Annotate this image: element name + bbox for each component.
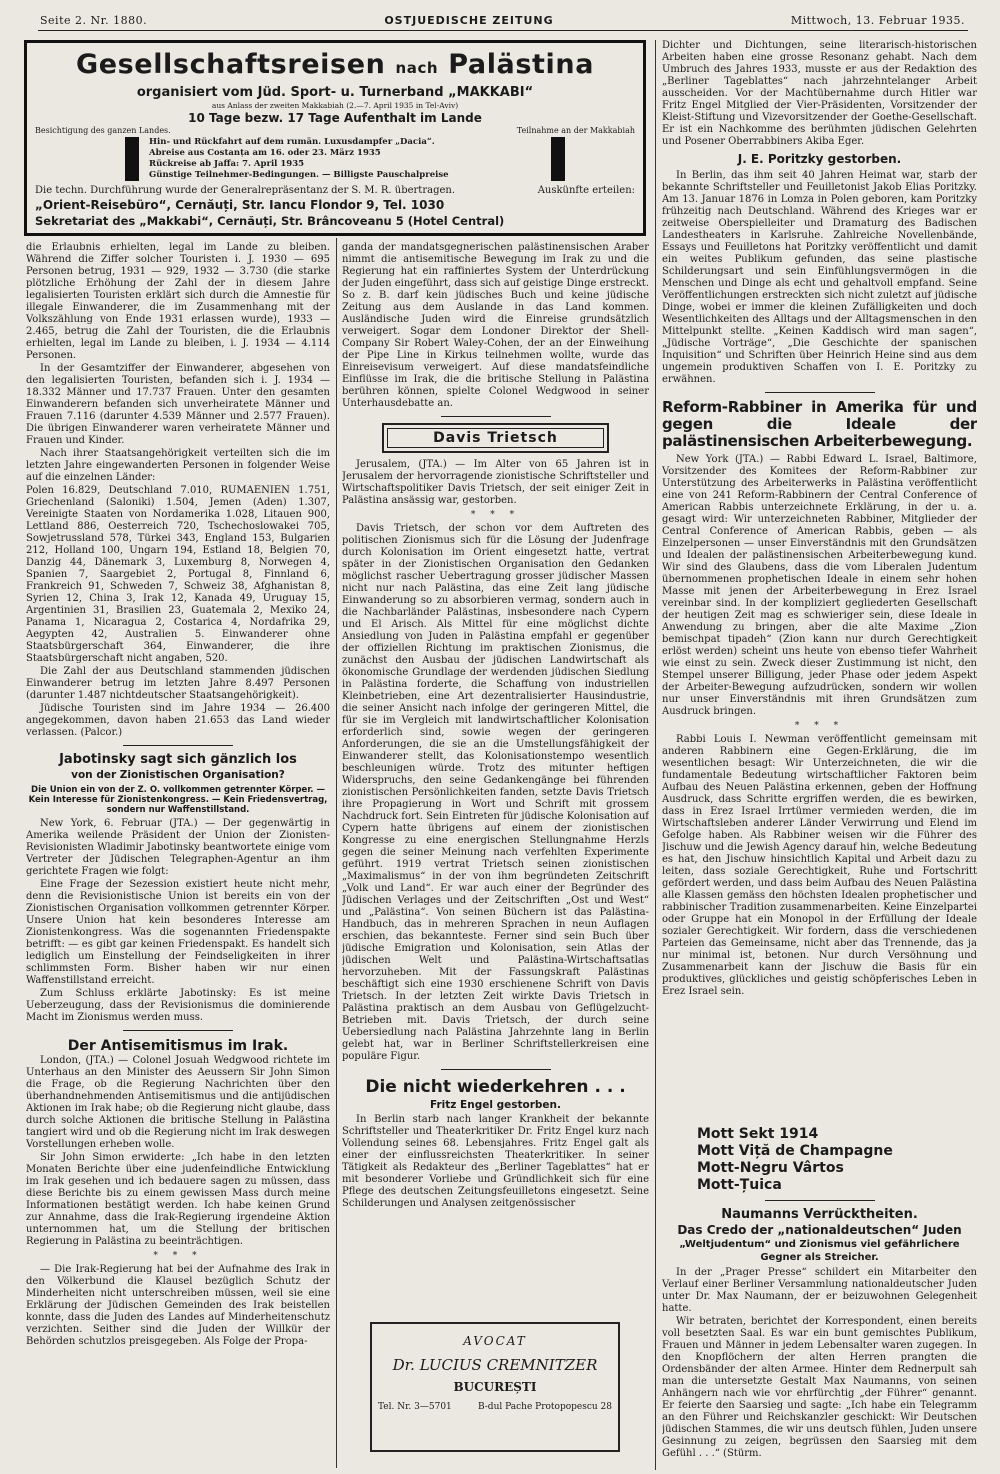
- engel-continued: Dichter und Dichtungen, seine literarisch-historischen Arbeiten haben eine grosse Resonanz gehabt. Nach dem Umbruch des Jahres 1933, musste er aus der Redaktion des „Berliner Tageblattes“ nach jahrzehntelanger Arbeit ausscheiden. Vor der Machtübernahme durch Hitler war Fritz Engel Mitglied der Vier-Präsidenten, Vorsitzender der Kleist-Stiftung und Vizevorsitzender der Goethe-Gesellschaft. Er ist ein Nachkomme des berühmten jüdischen Gelehrten und Posener Oberrabbiners Akiba Eger.: [662, 40, 977, 147]
- tourist-paragraph-1: die Erlaubnis erhielten, legal im Lande zu bleiben. Während die Ziffer solcher Touristen i. J. 1930 — 695 Personen betrug, 1931 — 929, 1932 — 3.730 (die starke plötzliche Erhöhung der Zahl der in diesem Jahre legalisierten Touristen erklärt sich durch die Amnestie für illegale Einwanderer, die im Zusammenhang mit der Volkszählung von Ende 1931 erlassen wurde), 1933 — 2.465, betrug die Zahl der Touristen, die die Erlaubnis erhielten, legal im Lande zu bleiben, i. J. 1934 — 4.114 Personen.: [26, 242, 330, 361]
- ad-title-part: Gesellschaftsreisen: [75, 49, 386, 80]
- naumann-paragraph-2: Wir betraten, berichtet der Korrespondent, einen bereits voll besetzten Saal. Es war ein bunt gemischtes Publikum, Frauen und Männer in jedem Lebensalter waren zugegen. In den Knopflöchern der alten Herren prangten die Ordensbänder der alten Armee. Hinter dem Rednerpult sah man die untersetzte Gestalt Max Naumanns, von seinen Anhängern nach wie vor ehrfürchtig „der Führer“ genannt. Er feierte den Saarsieg und sagte: „Ich habe ein Telegramm an den Führer und Reichskanzler geschickt: Wir Deutschen jüdischen Stammes, die wir uns deutsch fühlen, Juden unsere Gesinnung zu zeigen, begrüssen den Saarsieg mit dem Gefühl . . .“ (Stürm.: [662, 1316, 977, 1459]
- ad-occasion: aus Anlass der zweiten Makkabiah (2.—7. April 1935 in Tel-Aviv): [211, 101, 459, 110]
- wine-advertisement: [697, 1126, 897, 1194]
- article-separator: [441, 416, 551, 417]
- rabbiner-paragraph-1: New York (JTA.) — Rabbi Edward L. Israel, Baltimore, Vorsitzender des Komitees der Reform-Rabbiner zur Unterstützung des Arbeiterwerks in Palästina veröffentlicht eine von 241 Reform-Rabbinern der Central Conference of American Rabbis unterzeichnete Erklärung, in der u. a. gesagt wird: Wir unterzeichneten Rabbiner, Mitglieder der Central Conference of American Rabbis, geben — als Einzelpersonen — unser Einverständnis mit den Grundsätzen und Idealen der palästinensischen Arbeiterbewegung kund. Wir sind des Glaubens, dass die vom Liberalen Judentum übernommenen prophetischen Ideale in einem sehr hohen Masse mit jenen der Arbeiterbewegung in Erez Israel vereinbar sind. In der kompliziert gegliederten Gesellschaft der heutigen Zeit mag es schwieriger sein, diese Ideale in Anwendung zu bringen, aber die alte Maxime „Zion bemischpat tipadeh“ (Zion kann nur durch Gerechtigkeit erlöst werden) scheint uns heute von ebenso tiefer Wahrheit wie einst zu sein. Zweck dieser Zustimmung ist nicht, den Stempel unserer Billigung, jeder Phase oder jedem Aspekt der Arbeiter-Bewegung aufzudrücken, sondern wir wollen nur unser Einverständnis mit ihren Grundsätzen zum Ausdruck bringen.: [662, 454, 977, 717]
- ad-line-3: Rückreise ab Jaffa: 7. April 1935: [149, 159, 305, 169]
- naumann-subtitle-1: Das Credo der „nationaldeutschen“ Juden: [677, 1223, 962, 1237]
- naumann-paragraph-1: In der „Prager Presse“ schildert ein Mitarbeiter den Verlauf einer Berliner Versammlung nationaldeutscher Juden unter Dr. Max Naumann, der er beizuwohnen Gelegenheit hatte.: [662, 1267, 977, 1314]
- column-1: [26, 242, 330, 1468]
- column-2: [342, 242, 649, 1316]
- column-3: [662, 40, 977, 1120]
- avocat-address: B-dul Pache Protopopescu 28: [477, 1402, 612, 1412]
- column-divider-1: [336, 238, 337, 1468]
- poritzky-paragraph: In Berlin, das ihm seit 40 Jahren Heimat war, starb der bekannte Schriftsteller und Feuilletonist Jakob Elias Poritzky. Am 13. Januar 1876 in Lomza in Polen geboren, kam Poritzky frühzeitig nach Deutschland. Während des Krieges war er zeitweise Oberspielleiter und Dramaturg des Badischen Landestheaters in Karlsruhe. Zahlreiche Novellenbände, Essays und Feuilletons hat Poritzky veröffentlicht und damit ein weites Publikum gefunden, das seine plastische Schilderungsart und sein Einfühlungsvermögen in die Menschen und Dinge als echt und gehaltvoll empfand. Seine Veröffentlichungen erstreckten sich nicht zuletzt auf jüdische Dinge, wobei er immer die kleinen Zufälligkeiten und doch Wesentlichkeiten des Alltags und der Alltagsmenschen in den Mittelpunkt stellte. „Keinen Kaddisch wird man sagen“, „Jüdische Vorträge“, „Die Geschichte der spanischen Inquisition“ und Schriften über Heinrich Heine sind aus dem ungemein produktiven Schaffen von I. E. Poritzky zu erwähnen.: [662, 170, 977, 385]
- page-header: [40, 8, 965, 32]
- ad-line-1: Hin- und Rückfahrt auf dem rumän. Luxusdampfer „Dacia“.: [149, 137, 435, 147]
- section-stars: * * *: [470, 510, 521, 520]
- trietsch-paragraph-2: Davis Trietsch, der schon vor dem Auftreten des politischen Zionismus sich für die Lösung der Judenfrage durch Kolonisation im Orient eingesetzt hatte, vertrat später in der Zionistischen Organisation den Gedanken möglichst rascher Uebertragung grosser jüdischer Massen nicht nur nach Palästina, das eine Zeit lang jüdische Einwanderung so zu absorbieren vermag, sondern auch in die Nachbarländer Palästinas, insbesondere nach Cypern und El Arisch. Als Mittel für eine möglichst dichte Ansiedlung von Juden in Palästina empfahl er gegenüber der offiziellen Richtung im praktischen Zionismus, die zunächst den Ausbau der jüdischen Landwirtschaft als ökonomische Grundlage der werdenden jüdischen Siedlung in Palästina forderte, die Schaffung von industriellen Kleinbetrieben, eine Art dezentralisierter Hausindustrie, die seiner Ansicht nach infolge der geringeren Mittel, die für sie im Vergleich mit landwirtschaftlicher Kolonisation erforderlich sind, sowie wegen der geringeren Anforderungen, die sie an die Umstellungsfähigkeit der Einwanderer stellt, das Kolonisationstempo wesentlich beschleunigen würde. Trotz des mitunter heftigen Widerspruchs, den seine Gedankengänge bei führenden zionistischen Persönlichkeiten fanden, setzte Davis Trietsch ihre Propagierung in Wort und Schrift mit grossem Nachdruck fort. Sein Eintreten für jüdische Kolonisation auf Cypern hatte übrigens auf einem der zionistischen Kongresse zu eine energischen Stellungnahme Herzls gegen die seiner Meinung nach verfehlten Experimente geführt. 1919 vertrat Trietsch seinen zionistischen „Maximalismus“ in der von ihm begründeten Zeitschrift „Volk und Land“. Er war auch einer der Begründer des Jüdischen Verlages und der Zeitschriften „Ost und West“ und „Palästina“. Von seinen Büchern ist das Palästina-Handbuch, das in mehreren Sprachen in neun Auflagen erschien, das bekannteste. Ferner sind sein Buch über jüdische Emigration und Kolonisation, sein Atlas der jüdischen Welt und Palästina-Wirtschaftsatlas hervorzuheben. Mit der Fassungskraft Palästinas beschäftigt sich eine 1930 erschienene Schrift von Davis Trietsch. In der letzten Zeit wirkte Davis Trietsch in Palästina praktisch an dem Ausbau von Geflügelzucht-Betrieben mit. Davis Trietsch, der durch seine Uebersiedlung nach Palästina Jahrzehnte lang in Berlin gelebt hat, war in Berliner Schriftstellerkreisen eine populäre Figur.: [342, 523, 649, 1062]
- ad-tech: Die techn. Durchführung wurde der Generalrepräsentanz der S. M. R. übertragen.: [35, 185, 456, 196]
- ad-office-1: „Orient-Reisebüro“, Cernăuți, Str. Iancu Flondor 9, Tel. 1030: [35, 198, 445, 212]
- ad-headline: [35, 49, 635, 84]
- header-left: Seite 2. Nr. 1880.: [40, 13, 148, 27]
- ad-title-palestine: Palästina: [448, 49, 595, 80]
- ad-left-note: Besichtigung des ganzen Landes.: [35, 126, 171, 135]
- irak-paragraph-3: — Die Irak-Regierung hat bei der Aufnahme des Irak in den Völkerbund die Klausel bezüglich Schutz der Minderheiten nicht unterschreiben müssen, weil sie eine Erklärung der Jüdischen Gemeinden des Irak beistellen konnte, dass die Juden des Landes auf Minderheitenschutz verzichten. Seither sind die Juden der Willkür der Behörden schutzlos preisgegeben. Als Folge der Propa-: [26, 1264, 330, 1347]
- ad-info: Auskünfte erteilen:: [537, 185, 635, 196]
- header-rule: [38, 30, 968, 31]
- jabotinsky-paragraph-1: New York, 6. Februar (JTA.) — Der gegenwärtig in Amerika weilende Präsident der Union der Zionisten-Revisionisten Wladimir Jabotinsky beantwortete einige vom Vertreter der Jüdischen Telegraphen-Agentur an ihm gerichtete Fragen wie folgt:: [26, 818, 330, 877]
- section-stars: * * *: [153, 1251, 203, 1261]
- obituary-subtitle: Fritz Engel gestorben.: [429, 1099, 561, 1111]
- irak-title: Der Antisemitismus im Irak.: [67, 1038, 289, 1054]
- wine-line-3: Mott-Negru Vârtos: [697, 1160, 844, 1176]
- tourist-paragraph-6: Jüdische Touristen sind im Jahre 1934 — 26.400 angegekommen, davon haben 21.653 das Land wieder verlassen. (Palcor.): [26, 703, 330, 738]
- tourist-paragraph-2: In der Gesamtziffer der Einwanderer, abgesehen von den legalisierten Touristen, befanden sich i. J. 1934 — 18.332 Männer und 17.737 Frauen. Unter den gesamten Einwanderern befanden sich unverheiratete Männer und Frauen 7.116 (darunter 4.539 Männer und 2.577 Frauen). Die übrigen Einwanderer waren verheiratete Männer und Frauen und Kinder.: [26, 363, 330, 446]
- irak-paragraph-2: Sir John Simon erwiderte: „Ich habe in den letzten Monaten Berichte über eine judenfeindliche Entwicklung im Irak gesehen und ich bedauere sagen zu müssen, dass diese Berichte bis zu einem gewissen Mass durch meine Informationen bestätigt werden. Ich habe keinen Grund zur Annahme, dass die Irak-Regierung irgendeine Aktion unternommen hat, um die Stellung der britischen Regierung in Palästina zu beeinträchtigen.: [26, 1152, 330, 1247]
- rabbiner-title: Reform-Rabbiner in Amerika für und gegen die Ideale der palästinensischen Arbeiterbewegung.: [662, 398, 977, 450]
- naumann-subtitle-2: „Weltjudentum“ und Zionismus viel gefährlichere Gegner als Streicher.: [679, 1239, 960, 1263]
- avocat-name: Dr. LUCIUS CREMNITZER: [392, 1356, 598, 1374]
- irak-paragraph-1: London, (JTA.) — Colonel Josuah Wedgwood richtete im Unterhaus an den Minister des Aeussern Sir John Simon die Frage, ob die Regierung Nachrichten über den überhandnehmenden Antisemitismus und die antijüdischen Aktionen im Irak habe; ob die Regierung nicht glaube, dass durch solche Aktionen die britische Stellung in Palästina tangiert wird und ob die Regierung nicht im Irak deswegen Vorstellungen erheben wolle.: [26, 1055, 330, 1150]
- tourist-paragraph-3: Nach ihrer Staatsangehörigkeit verteilten sich die im letzten Jahre eingewanderten Personen in folgender Weise auf die einzelnen Länder:: [26, 448, 330, 483]
- avocat-city: BUCUREȘTI: [453, 1380, 537, 1394]
- article-separator: [441, 1069, 551, 1070]
- tourist-paragraph-5: Die Zahl der aus Deutschland stammenden jüdischen Einwanderer betrug im letzten Jahre 8.497 Personen (darunter 1.487 nichtdeutscher Staatsangehörigkeit).: [26, 666, 330, 701]
- article-separator: [765, 1200, 875, 1201]
- ad-organizer: organisiert vom Jüd. Sport- u. Turnerband „MAKKABI“: [136, 85, 534, 100]
- article-separator: [765, 392, 875, 393]
- avocat-label: AVOCAT: [463, 1334, 527, 1348]
- rabbiner-paragraph-2: Rabbi Louis I. Newman veröffentlicht gemeinsam mit anderen Rabbinern eine Gegen-Erklärung, die im wesentlichen besagt: Wir Unterzeichneten, die wir die fundamentale Bedeutung wirtschaftlicher Faktoren beim Aufbau des Neuen Palästina erkennen, geben der Hoffnung Ausdruck, dass Schritte ergriffen werden, die es bewirken, dass in Erez Israel Irrtümer vermieden werden, die im Wirtschaftsleben anderer Länder Verwirrung und Elend im Gefolge haben. Als Rabbiner weisen wir die Führer des Jischuw und die Jewish Agency darauf hin, welche Bedeutung es hat, den Jischuw hinsichtlich Kapital und Arbeit dazu zu leiten, dass soziale Gerechtigkeit, Ruhe und Fortschritt gefördert werden, und dass beim Aufbau des Neuen Palästina alle Klassen gemäss den höchsten Idealen prophetischer und rabbinischer Tradition zusammenarbeiten. Keine Einzelpartei oder Gruppe hat ein Monopol in der Erfüllung der Ideale sozialer Gerechtigkeit. Wir fordern, dass die verschiedenen Parteien das Gemeinsame, nicht aber das Trennende, das ja nur minimal ist, betonen. Nur durch Versöhnung und Zusammenarbeit kann der Jischuw die Basis für ein produktives, glückliches und geistig schöpferisches Leben in Erez Israel sein.: [662, 734, 977, 997]
- article-separator: [123, 745, 233, 746]
- jabotinsky-lead: Die Union ein von der Z. O. vollkommen getrennter Körper. — Kein Interesse für Zionistenkongress. — Kein Friedensvertrag, sondern nur Waffenstillstand.: [28, 785, 328, 815]
- article-separator: [123, 1030, 233, 1031]
- trietsch-paragraph-1: Jerusalem, (JTA.) — Im Alter von 65 Jahren ist in Jerusalem der hervorragende zionistische Schriftsteller und Wirtschaftspolitiker Davis Trietsch, der seit einiger Zeit in Palästina ansässig war, gestorben.: [342, 459, 649, 506]
- irak-continued: ganda der mandatsgegnerischen palästinensischen Araber nimmt die antisemitische Bewegung im Irak zu und die Regierung hat ein raffiniertes System der Unterdrückung der Juden eingeführt, dass sich auf geistige Dinge erstreckt. So z. B. darf kein jüdisches Buch und keine jüdische Zeitung aus dem Auslande in das Land kommen. Ausländische Juden wird die Einreise grundsätzlich verweigert. Sogar dem Londoner Direktor der Shell-Company Sir Robert Waley-Cohen, der an der Einweihung der Pipe Line in Kirkus teilnehmen wollte, wurde das Einreisevisum verweigert. Auf diese mandatsfeindliche Einflüsse im Irak, die die britische Stellung in Palästina berühren können, spielte Colonel Wedgwood in seiner Unterhausdebatte an.: [342, 242, 649, 409]
- naumann-title: Naumanns Verrücktheiten.: [721, 1207, 918, 1222]
- lawyer-advertisement: [370, 1322, 620, 1452]
- ad-duration: 10 Tage bezw. 17 Tage Aufenthalt im Lande: [188, 111, 482, 125]
- ad-right-bar: [551, 137, 565, 181]
- section-stars: * * *: [794, 721, 845, 731]
- header-center: OSTJUEDISCHE ZEITUNG: [384, 13, 554, 27]
- avocat-phone: Tel. Nr. 3—5701: [378, 1402, 452, 1412]
- ad-details: [35, 137, 635, 181]
- column-divider-2: [655, 40, 656, 1470]
- obituary-title: Die nicht wiederkehren . . .: [365, 1077, 626, 1097]
- ad-line-2: Abreise aus Costanța am 16. oder 23. März 1935: [149, 148, 381, 158]
- jabotinsky-paragraph-3: Zum Schluss erklärte Jabotinsky: Es ist meine Ueberzeugung, dass der Revisionismus die dominierende Macht im Zionismus werden muss.: [26, 988, 330, 1023]
- engel-paragraph: In Berlin starb nach langer Krankheit der bekannte Schriftsteller und Theaterkritiker Dr. Fritz Engel kurz nach Vollendung seines 68. Lebensjahres. Fritz Engel galt als einer der einflussreichsten Theaterkritiker. In seiner Tätigkeit als Redakteur des „Berliner Tageblattes“ hat er mit besonderer Vorliebe und Gründlichkeit sich für eine Pflege des deutschen Zeitungsfeuilletons eingesetzt. Seine Schilderungen und Analysen zeitgenössischer: [342, 1114, 649, 1209]
- poritzky-title: J. E. Poritzky gestorben.: [737, 152, 902, 166]
- wine-line-4: Mott-Țuica: [697, 1177, 782, 1193]
- ad-notes-row: [35, 126, 635, 135]
- ad-tech-row: [35, 185, 635, 197]
- jabotinsky-title: Jabotinsky sagt sich gänzlich los: [59, 752, 297, 767]
- avocat-contact-row: [378, 1402, 612, 1412]
- ad-details-text: [149, 137, 541, 181]
- column-3-bottom: [662, 1200, 977, 1468]
- jabotinsky-paragraph-2: Eine Frage der Sezession existiert heute nicht mehr, denn die Revisionistische Union ist bereits ein von der Zionistischen Organisation vollkommen getrennter Körper. Unsere Union hat kein besonderes Interesse am Zionistenkongress. Was die sogenannten Friedenspakte betrifft: — es gibt gar keinen Friedenspakt. Es handelt sich lediglich um Einstellung der Feindseligkeiten in ihrer schlimmsten Form. Bisher haben wir nur einen Waffenstillstand erreicht.: [26, 879, 330, 986]
- ad-left-bar: [125, 137, 139, 181]
- trietsch-title: Davis Trietsch: [387, 428, 604, 448]
- ad-line-4: Günstige Teilnehmer-Bedingungen. — Billigste Pauschalpreise: [149, 170, 449, 180]
- jabotinsky-subtitle: von der Zionistischen Organisation?: [71, 769, 285, 781]
- travel-advertisement: [24, 40, 646, 236]
- ad-right-note: Teilnahme an der Makkabiah: [516, 126, 635, 135]
- wine-line-1: Mott Sekt 1914: [697, 1126, 819, 1142]
- header-right: Mittwoch, 13. Februar 1935.: [790, 13, 965, 27]
- trietsch-title-box: [382, 423, 609, 453]
- ad-title-nach: nach: [395, 59, 439, 77]
- wine-line-2: Mott Viță de Champagne: [697, 1143, 893, 1159]
- ad-office-2: Sekretariat des „Makkabi“, Cernăuți, Str. Brâncoveanu 5 (Hotel Central): [35, 214, 505, 228]
- country-list: Polen 16.829, Deutschland 7.010, RUMAENIEN 1.751, Griechenland (Saloniki) 1.504, Jemen (Aden) 1.307, Vereinigte Staaten von Nordamerika 1.028, Litauen 900, Lettland 886, Oesterreich 720, Tschechoslowakei 705, Sowjetrussland 578, Türkei 343, England 153, Bulgarien 212, Holland 100, Ungarn 194, Estland 18, Belgien 70, Danzig 44, Dänemark 3, Luxemburg 8, Norwegen 4, Spanien 7, Saargebiet 2, Portugal 8, Finnland 6, Frankreich 91, Schweden 7, Schweiz 38, Afghanistan 8, Syrien 12, China 3, Irak 12, Kanada 49, Uruguay 15, Argentinien 31, Brasilien 23, Guatemala 2, Mexiko 24, Panama 1, Nicaragua 2, Costarica 4, Nordafrika 29, Aegypten 42, Australien 5. Einwanderer ohne Staatsbürgerschaft 364, Einwanderer, die ihre Staatsbürgerschaft nicht angaben, 520.: [26, 485, 330, 664]
